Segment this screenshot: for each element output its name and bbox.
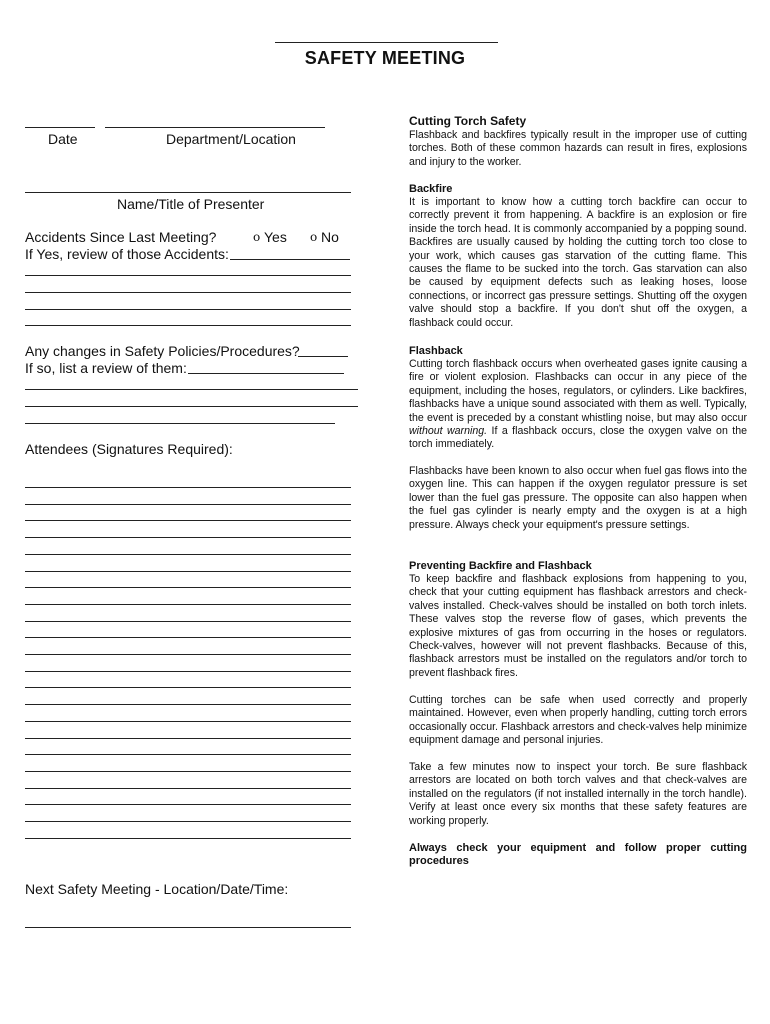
attendee-signature-line[interactable] — [25, 821, 351, 822]
attendee-signature-line[interactable] — [25, 537, 351, 538]
closing-text: Always check your equipment and follow proper cutting procedures — [409, 842, 747, 868]
no-checkbox[interactable]: o — [310, 230, 318, 244]
attendee-signature-line[interactable] — [25, 754, 351, 755]
attendee-signature-line[interactable] — [25, 554, 351, 555]
attendee-signature-line[interactable] — [25, 687, 351, 688]
attendee-signature-line[interactable] — [25, 771, 351, 772]
accidents-line[interactable] — [25, 325, 351, 326]
attendees-label: Attendees (Signatures Required): — [25, 441, 233, 457]
backfire-heading: Backfire — [409, 183, 453, 195]
flashback-paragraph — [409, 358, 747, 452]
attendee-signature-line[interactable] — [25, 804, 351, 805]
attendee-signature-line[interactable] — [25, 571, 351, 572]
yes-label: Yes — [264, 229, 287, 245]
department-label: Department/Location — [166, 131, 296, 147]
attendee-signature-line[interactable] — [25, 520, 351, 521]
safe-paragraph — [409, 694, 747, 748]
flashback-italic: without warning. — [409, 425, 488, 438]
safe-text: Cutting torches can be safe when used correctly and properly maintained. However, even when properly handling, cutting torch errors occasionally occur. Flashback arrestors and check-valves help minimize equipment damage and personal injuries. — [409, 694, 747, 747]
policy-line[interactable] — [25, 406, 358, 407]
date-label: Date — [48, 131, 78, 147]
policy-review-label: If so, list a review of them: — [25, 360, 187, 376]
closing-paragraph — [409, 842, 747, 869]
intro-text: Flashback and backfires typically result in the improper use of cutting torches. Both of these common hazards can result in fires, explosions and injury to the worker. — [409, 129, 747, 168]
article-title: Cutting Torch Safety — [409, 114, 527, 128]
flashback-paragraph-2 — [409, 465, 747, 532]
flashback-text-3: Flashbacks have been known to also occur when fuel gas flows into the oxygen line. This can happen if the oxygen regulator pressure is set lower than the fuel gas pressure. The opposite can also happen when the fuel gas cylinder is nearly empty and the oxygen is at a high pressure. Always check your equipment's pressure settings. — [409, 465, 747, 531]
attendee-signature-line[interactable] — [25, 738, 351, 739]
accidents-review-label: If Yes, review of those Accidents: — [25, 246, 229, 262]
accidents-line[interactable] — [25, 309, 351, 310]
next-meeting-label: Next Safety Meeting - Location/Date/Time: — [25, 881, 289, 897]
backfire-text: It is important to know how a cutting torch backfire can occur to correctly prevent it from happening. A backfire is an explosion or fire inside the torch head. It is commonly accompanied by a popping sound. Backfires are usually caused by holding the cutting torch too close to your work, which causes gas starvation of the cutting flame. This causes the flame to be sucked into the torch. Gas starvation can also be caused by equipment defects such as leaking hoses, loose connections, or incorrect gas pressure settings. Shutting off the oxygen valve should stop a backfire. If you don't shut off the oxygen, a flashback could occur. — [409, 196, 747, 329]
policy-question: Any changes in Safety Policies/Procedures? — [25, 343, 300, 359]
title-underline — [275, 42, 498, 43]
attendee-signature-line[interactable] — [25, 637, 351, 638]
accidents-review-field[interactable] — [230, 259, 350, 260]
inspect-text: Take a few minutes now to inspect your torch. Be sure flashback arrestors are located on both torch valves and that check-valves are installed on the regulators (if not installed internally in the torch handle). Verify at least once every six months that these safety features are working properly. — [409, 761, 747, 827]
flashback-text-1: Cutting torch flashback occurs when overheated gases ignite causing a fire or violent explosion. Flashbacks can occur in any piece of the equipment, including the hoses, regulators, or cylinders. Like backfires, flashbacks have a unique sound associated with them as well. Typically, the event is preceded by a constant whistling noise, but may also occur — [409, 358, 747, 424]
backfire-paragraph — [409, 196, 747, 330]
accidents-line[interactable] — [25, 292, 351, 293]
attendee-signature-line[interactable] — [25, 621, 351, 622]
accidents-line[interactable] — [25, 275, 351, 276]
attendee-signature-line[interactable] — [25, 604, 351, 605]
attendee-signature-line[interactable] — [25, 721, 351, 722]
flashback-heading: Flashback — [409, 345, 463, 357]
attendee-signature-line[interactable] — [25, 654, 351, 655]
attendee-signature-line[interactable] — [25, 487, 351, 488]
flashback-text-2: If a flashback occurs, close the oxygen valve on the torch immediately. — [409, 425, 748, 451]
intro-paragraph — [409, 129, 747, 169]
inspect-paragraph — [409, 761, 747, 828]
no-label: No — [321, 229, 339, 245]
yes-checkbox[interactable]: o — [253, 230, 261, 244]
attendee-signature-line[interactable] — [25, 504, 351, 505]
attendee-signature-line[interactable] — [25, 788, 351, 789]
attendee-signature-line[interactable] — [25, 704, 351, 705]
attendee-signature-line[interactable] — [25, 838, 351, 839]
preventing-paragraph — [409, 573, 747, 680]
policy-answer-field[interactable] — [298, 356, 348, 357]
next-meeting-field[interactable] — [25, 927, 351, 928]
preventing-text: To keep backfire and flashback explosions from happening to you, check that your cutting equipment has flashback arrestors and check-valves installed. Check-valves should be installed on both torch inlets. These valves stop the reverse flow of gases, which prevents the explosive mixtures of gas from occurring in the hoses or regulators. Check-valves, however will not prevent flashbacks. Because of this, flashback arrestors must be installed on the regulators and/or torch to prevent flashback fires. — [409, 573, 747, 679]
accidents-question: Accidents Since Last Meeting? — [25, 229, 217, 245]
policy-line[interactable] — [25, 423, 335, 424]
presenter-field[interactable] — [25, 192, 351, 193]
attendee-signature-line[interactable] — [25, 671, 351, 672]
policy-line[interactable] — [25, 389, 358, 390]
flashback-text — [409, 358, 747, 452]
preventing-heading: Preventing Backfire and Flashback — [409, 560, 592, 572]
presenter-label: Name/Title of Presenter — [117, 196, 265, 212]
attendee-signature-line[interactable] — [25, 587, 351, 588]
page-title: SAFETY MEETING — [304, 48, 466, 68]
date-field[interactable] — [25, 127, 95, 128]
department-field[interactable] — [105, 127, 325, 128]
policy-review-field[interactable] — [188, 373, 344, 374]
